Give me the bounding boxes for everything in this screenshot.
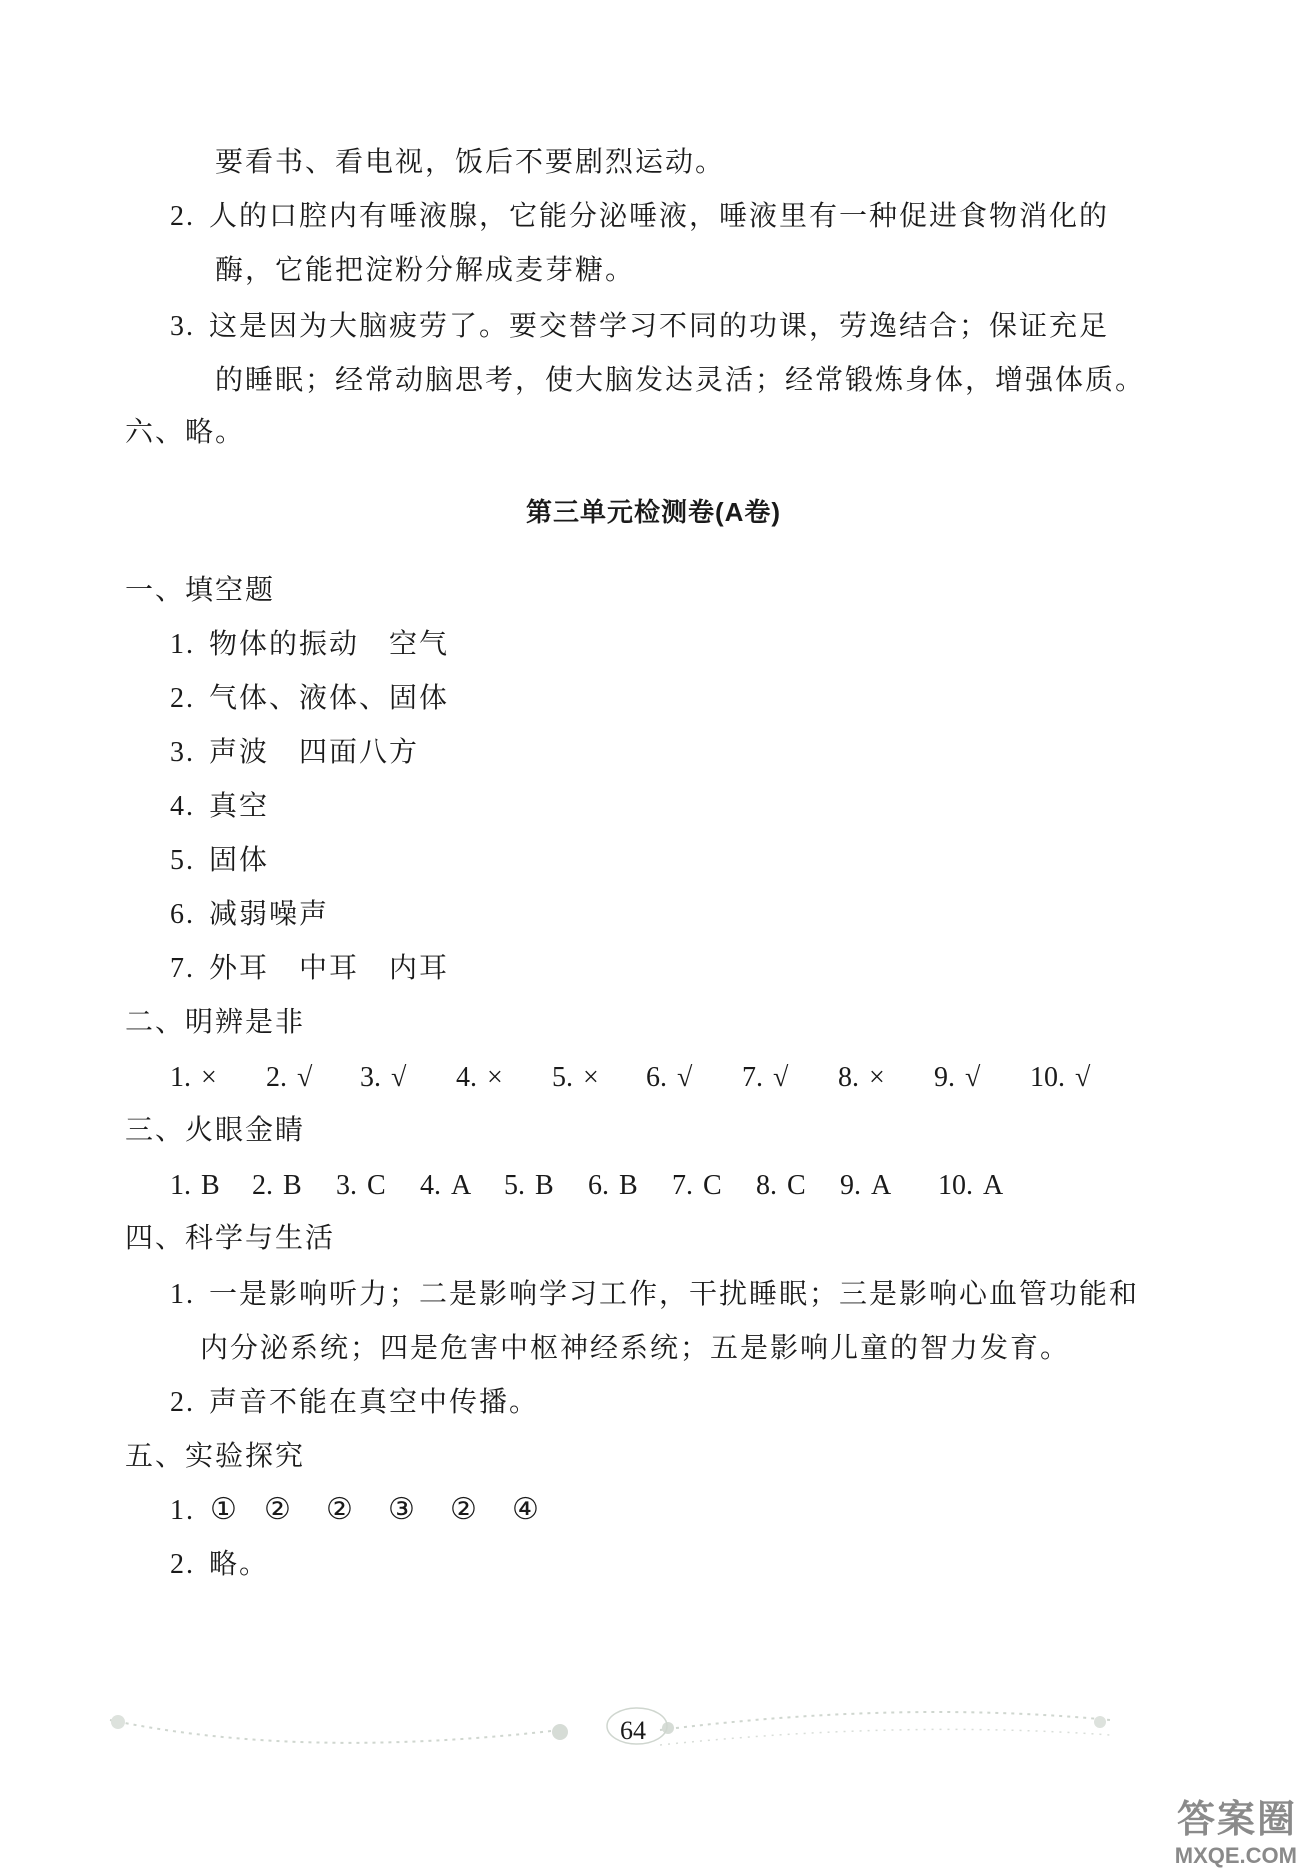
line-text: 人的口腔内有唾液腺，它能分泌唾液，唾液里有一种促进食物消化的 (209, 199, 1110, 232)
answer-cell: 10. A (938, 1170, 1004, 1201)
item-number: 1. (170, 1279, 195, 1310)
page-number: 64 (620, 1716, 646, 1745)
line-text: 内分泌系统；四是危害中枢神经系统；五是影响儿童的智力发育。 (200, 1331, 1071, 1364)
text-line (215, 142, 725, 182)
line-text: 的睡眠；经常动脑思考，使大脑发达灵活；经常锻炼身体，增强体质。 (215, 363, 1146, 396)
answer-cell: 9. A (840, 1170, 892, 1201)
watermark-text: 答案圈 (1176, 1799, 1297, 1841)
answer-cell: 2. √ (266, 1062, 313, 1093)
item-number: 5. (170, 845, 195, 876)
line-text: 一是影响听力；二是影响学习工作，干扰睡眠；三是影响心血管功能和 (209, 1277, 1140, 1310)
section-heading: 三、火眼金睛 (125, 1113, 306, 1146)
list-item (170, 732, 419, 773)
text-line (215, 250, 635, 290)
text-line (170, 196, 1109, 237)
answer-cell: 8. × (838, 1062, 885, 1093)
section-heading: 五、实验探究 (125, 1439, 306, 1472)
item-number: 3. (170, 311, 195, 342)
text-line (170, 1382, 539, 1423)
line-text: 酶，它能把淀粉分解成麦芽糖。 (215, 253, 636, 286)
answer-cell: 4. × (456, 1062, 503, 1093)
text-line (200, 1328, 1070, 1368)
item-number: 2. (170, 1387, 195, 1418)
list-item (170, 1490, 209, 1531)
answer-cell: 8. C (756, 1170, 806, 1201)
section-six-heading (125, 412, 245, 452)
answer-cell: 1. B (170, 1170, 220, 1201)
answer-cell: 10. √ (1030, 1062, 1091, 1093)
answer-cell: 3. C (336, 1170, 386, 1201)
item-number: 1. (170, 629, 195, 660)
answer-cell: 4. A (420, 1170, 472, 1201)
item-number: 1. (170, 1495, 195, 1526)
answer-cell: 9. √ (934, 1062, 981, 1093)
list-item (170, 894, 329, 935)
text-line (215, 360, 1145, 400)
list-item (170, 840, 269, 881)
answer-row (170, 1058, 1130, 1098)
answer-cell: 6. √ (646, 1062, 693, 1093)
item-text: 略。 (209, 1547, 270, 1580)
answer-cell: 7. √ (742, 1062, 789, 1093)
item-number: 6. (170, 899, 195, 930)
item-text: 声波 四面八方 (209, 735, 420, 768)
answer-cell: 1. × (170, 1062, 217, 1093)
list-item (170, 948, 449, 989)
list-item (170, 1544, 269, 1585)
answer-cell: 5. × (552, 1062, 599, 1093)
footer-ornament (0, 1690, 1307, 1770)
answer-cell: 3. √ (360, 1062, 407, 1093)
item-number: 2. (170, 1549, 195, 1580)
answer-row (170, 1166, 1028, 1206)
item-text: 真空 (209, 789, 270, 822)
item-text: 物体的振动 空气 (209, 627, 450, 660)
item-text: 减弱噪声 (209, 897, 330, 930)
item-number: 3. (170, 737, 195, 768)
circled-number: ② (326, 1492, 353, 1527)
list-item (170, 624, 449, 665)
item-text: 外耳 中耳 内耳 (209, 951, 450, 984)
watermark-logo (1175, 1788, 1297, 1869)
page-title: 第三单元检测卷(A卷) (525, 497, 782, 527)
item-number: 4. (170, 791, 195, 822)
answer-cell: 5. B (504, 1170, 554, 1201)
line-text: 要看书、看电视，饭后不要剧烈运动。 (215, 145, 726, 178)
section-heading: 四、科学与生活 (125, 1221, 336, 1254)
item-text: 气体、液体、固体 (209, 681, 450, 714)
list-item (170, 786, 269, 827)
answer-cell: 7. C (672, 1170, 722, 1201)
section-heading: 一、填空题 (125, 573, 276, 606)
item-number: 2. (170, 201, 195, 232)
item-number: 2. (170, 683, 195, 714)
circled-number: ② (264, 1492, 291, 1527)
answer-cell: 6. B (588, 1170, 638, 1201)
line-text: 六、略。 (125, 415, 246, 448)
section-heading: 二、明辨是非 (125, 1005, 306, 1038)
answer-cell: 2. B (252, 1170, 302, 1201)
circled-number: ③ (388, 1492, 415, 1527)
watermark-url: MXQE.COM (1174, 1843, 1297, 1868)
circled-number: ② (450, 1492, 477, 1527)
item-number: 7. (170, 953, 195, 984)
circled-number: ① (210, 1492, 237, 1527)
line-text: 声音不能在真空中传播。 (209, 1385, 540, 1418)
list-item (170, 678, 449, 719)
line-text: 这是因为大脑疲劳了。要交替学习不同的功课，劳逸结合；保证充足 (209, 309, 1110, 342)
text-line (170, 1274, 1139, 1315)
circled-number: ④ (512, 1492, 539, 1527)
text-line (170, 306, 1109, 347)
item-text: 固体 (209, 843, 270, 876)
